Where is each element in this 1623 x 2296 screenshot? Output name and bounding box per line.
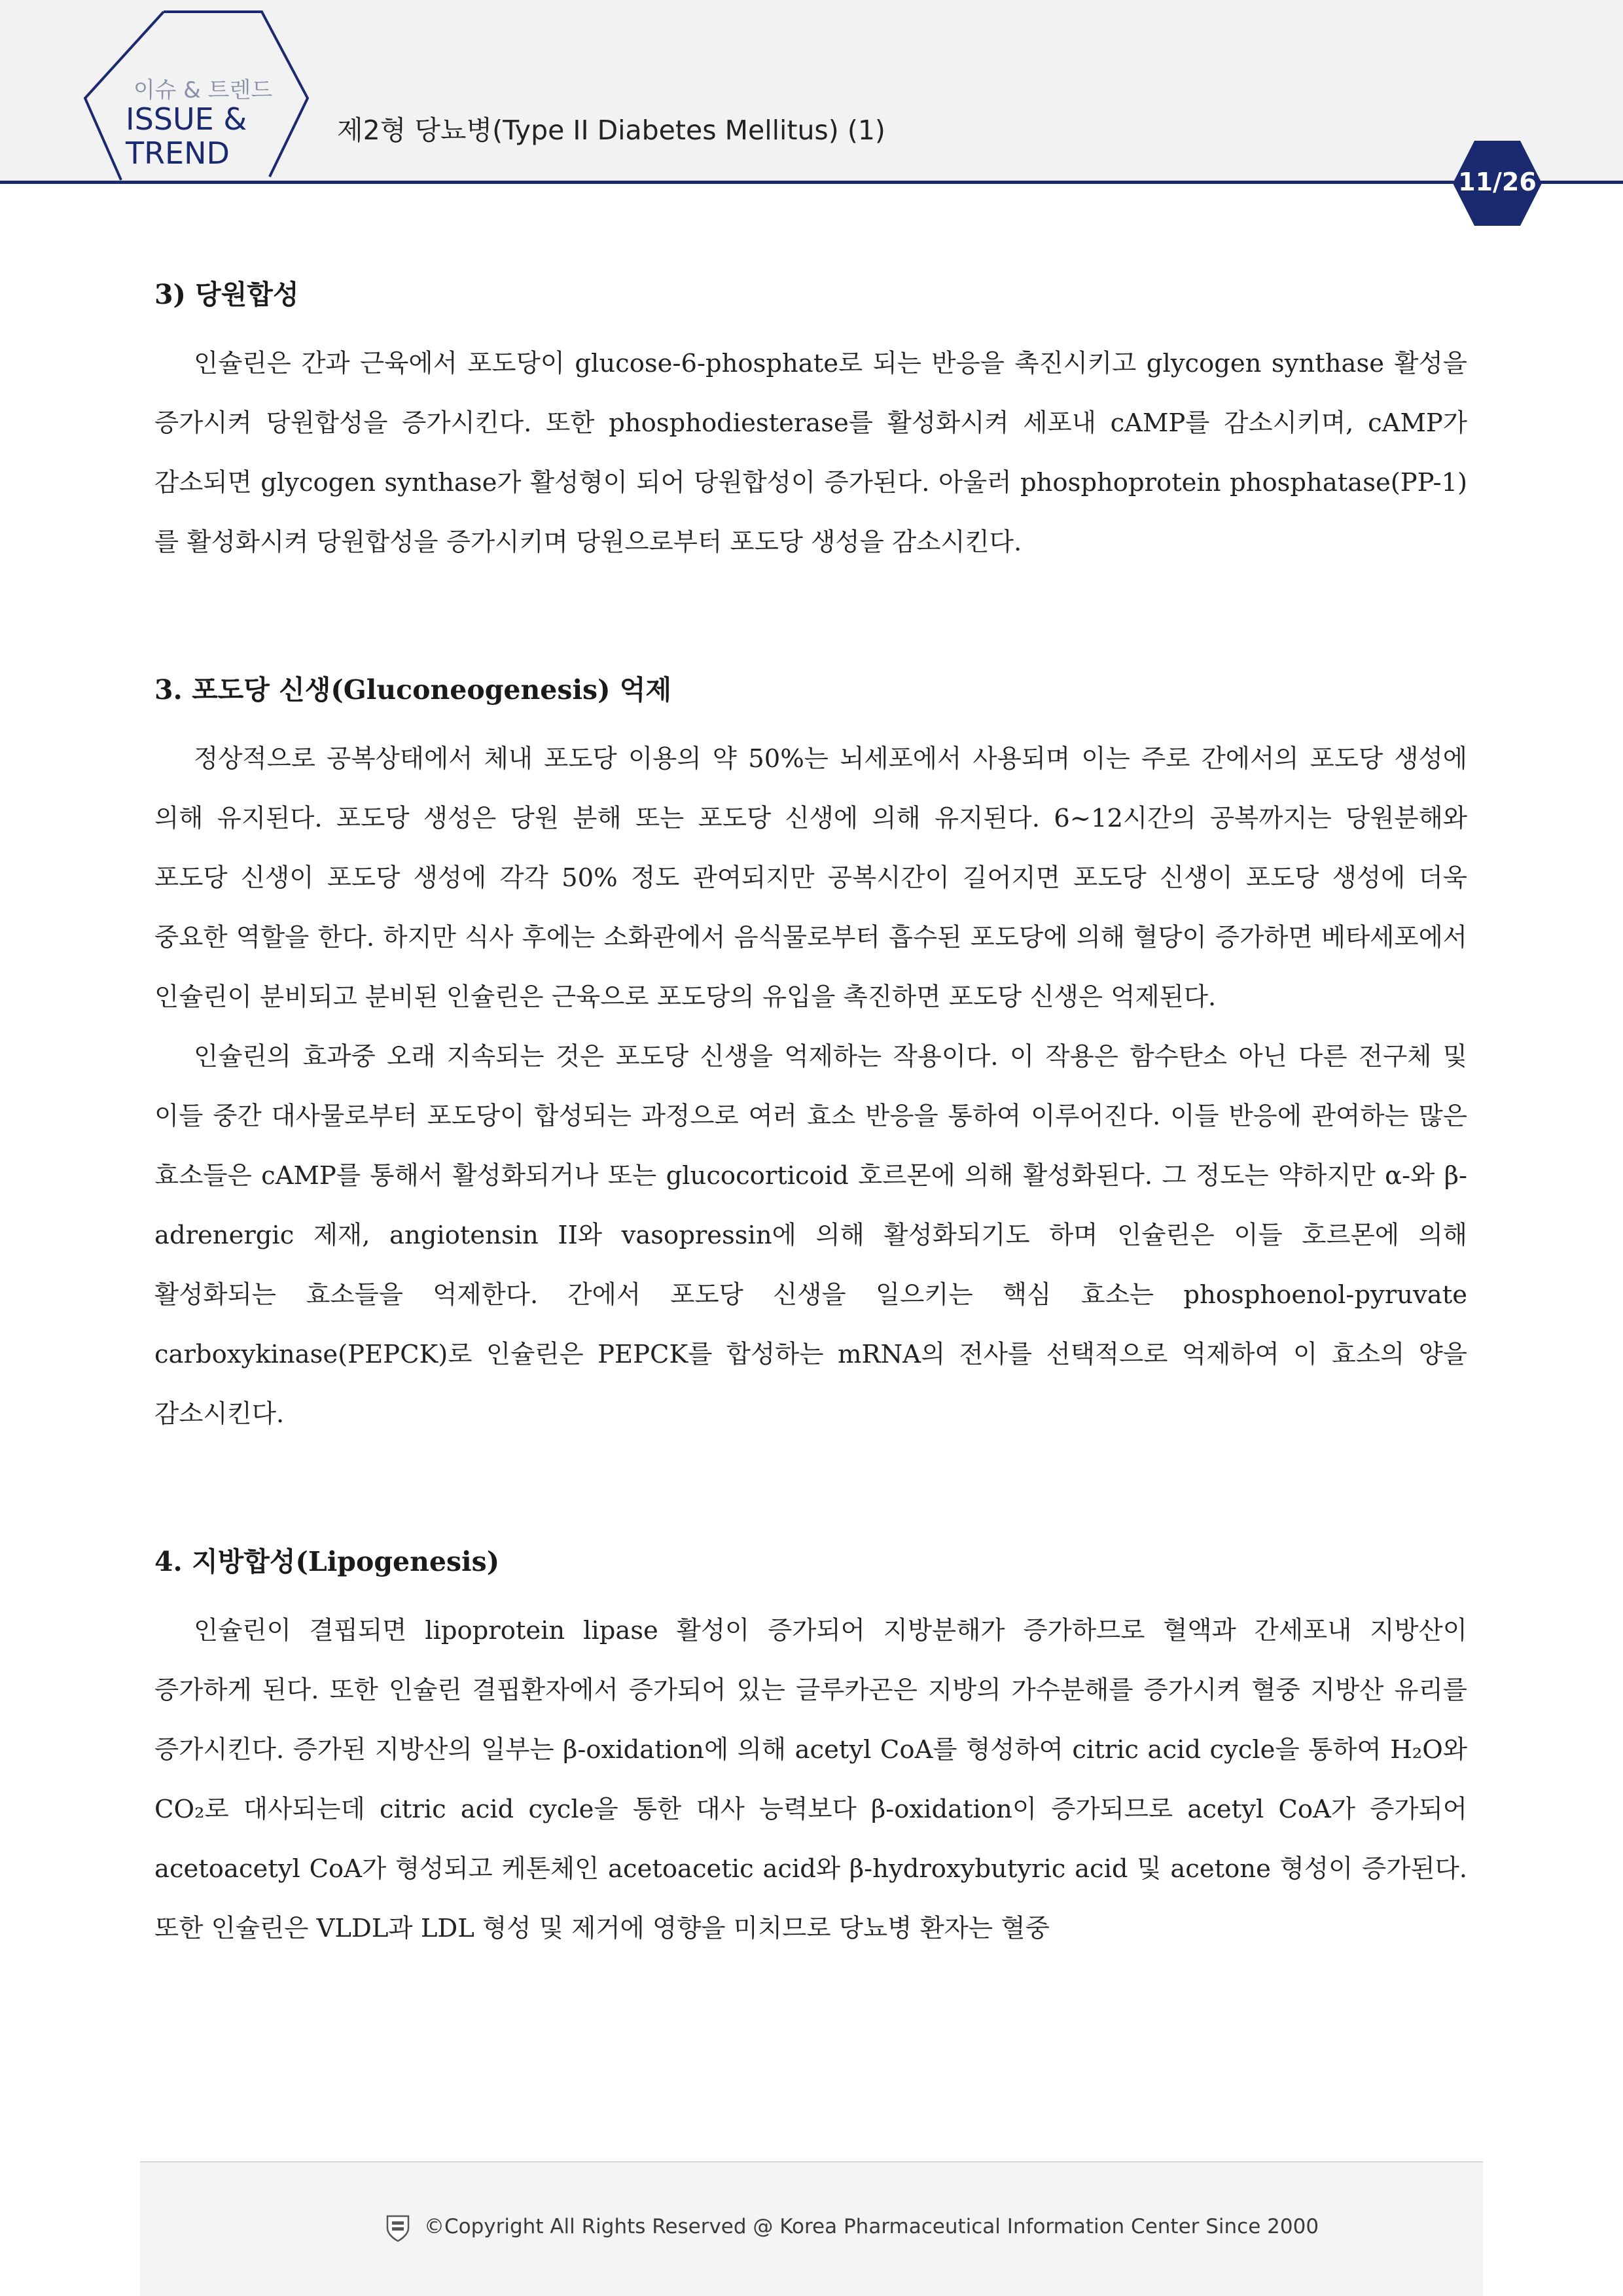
- paragraph: 정상적으로 공복상태에서 체내 포도당 이용의 약 50%는 뇌세포에서 사용되며 이는 주로 간에서의 포도당 생성에 의해 유지된다. 포도당 생성은 당원 분해 또는 포도당 신생에 의해 유지된다. 6~12시간의 공복까지는 당원분해와 포도당 신생이 포도당 생성에 각각 50% 정도 관여되지만 공복시간이 길어지면 포도당 신생이 포도당 생성에 더욱 중요한 역할을 한다. 하지만 식사 후에는 소화관에서 음식물로부터 흡수된 포도당에 의해 혈당이 증가하면 베타세포에서 인슐린이 분비되고 분비된 인슐린은 근육으로 포도당의 유입을 촉진하면 포도당 신생은 억제된다.: [154, 744, 1467, 1012]
- logo-trend-text: TREND: [126, 135, 230, 171]
- section-heading-glycogen-synthesis: 3) 당원합성: [154, 279, 299, 310]
- paragraph: 인슐린의 효과중 오래 지속되는 것은 포도당 신생을 억제하는 작용이다. 이 작용은 함수탄소 아닌 다른 전구체 및 이들 중간 대사물로부터 포도당이 합성되는 과정으로 여러 효소 반응을 통하여 이루어진다. 이들 반응에 관여하는 많은 효소들은 cAMP를 통해서 활성화되거나 또는 glucocorticoid 호르몬에 의해 활성화된다. 그 정도는 약하지만 α-와 β-adrenergic 제재, angiotensin II와 vasopressin에 의해 활성화되기도 하며 인슐린은 이들 호르몬에 의해 활성화되는 효소들을 억제한다. 간에서 포도당 신생을 일으키는 핵심 효소는 phosphoenol-pyruvate carboxykinase(PEPCK)로 인슐린은 PEPCK를 합성하는 mRNA의 전사를 선택적으로 억제하여 이 효소의 양을 감소시킨다.: [154, 1042, 1467, 1429]
- crest-icon: [385, 2214, 411, 2242]
- logo-issue-text: ISSUE &: [126, 101, 247, 137]
- copyright-notice: ©Copyright All Rights Reserved @ Korea Pharmaceutical Information Center Since 2000: [424, 2215, 1319, 2238]
- logo-korean-label: 이슈 & 트렌드: [133, 77, 273, 103]
- section-heading-lipogenesis: 4. 지방합성(Lipogenesis): [154, 1546, 500, 1577]
- page-header: [0, 0, 1623, 187]
- paragraph: 인슐린이 결핍되면 lipoprotein lipase 활성이 증가되어 지방분해가 증가하므로 혈액과 간세포내 지방산이 증가하게 된다. 또한 인슐린 결핍환자에서 증가되어 있는 글루카곤은 지방의 가수분해를 증가시켜 혈중 지방산 유리를 증가시킨다. 증가된 지방산의 일부는 β-oxidation에 의해 acetyl CoA를 형성하여 citric acid cycle을 통하여 H₂O와 CO₂로 대사되는데 citric acid cycle을 통한 대사 능력보다 β-oxidation이 증가되므로 acetyl CoA가 증가되어 acetoacetyl CoA가 형성되고 케톤체인 acetoacetic acid와 β-hydroxybutyric acid 및 acetone 형성이 증가된다. 또한 인슐린은 VLDL과 LDL 형성 및 제거에 영향을 미치므로 당뇨병 환자는 혈중: [154, 1616, 1467, 1943]
- page-number: 11/26: [1458, 168, 1537, 196]
- document-title: 제2형 당뇨병(Type II Diabetes Mellitus) (1): [337, 115, 885, 146]
- header-divider: [0, 181, 1623, 184]
- page-number-badge: [1452, 137, 1543, 229]
- section-heading-gluconeogenesis: 3. 포도당 신생(Gluconeogenesis) 억제: [154, 674, 672, 706]
- document-body: [154, 275, 1467, 1958]
- paragraph: 인슐린은 간과 근육에서 포도당이 glucose-6-phosphate로 되는 반응을 촉진시키고 glycogen synthase 활성을 증가시켜 당원합성을 증가시킨다. 또한 phosphodiesterase를 활성화시켜 세포내 cAMP를 감소시키며, cAMP가 감소되면 glycogen synthase가 활성형이 되어 당원합성이 증가된다. 아울러 phosphoprotein phosphatase(PP-1)를 활성화시켜 당원합성을 증가시키며 당원으로부터 포도당 생성을 감소시킨다.: [154, 349, 1467, 557]
